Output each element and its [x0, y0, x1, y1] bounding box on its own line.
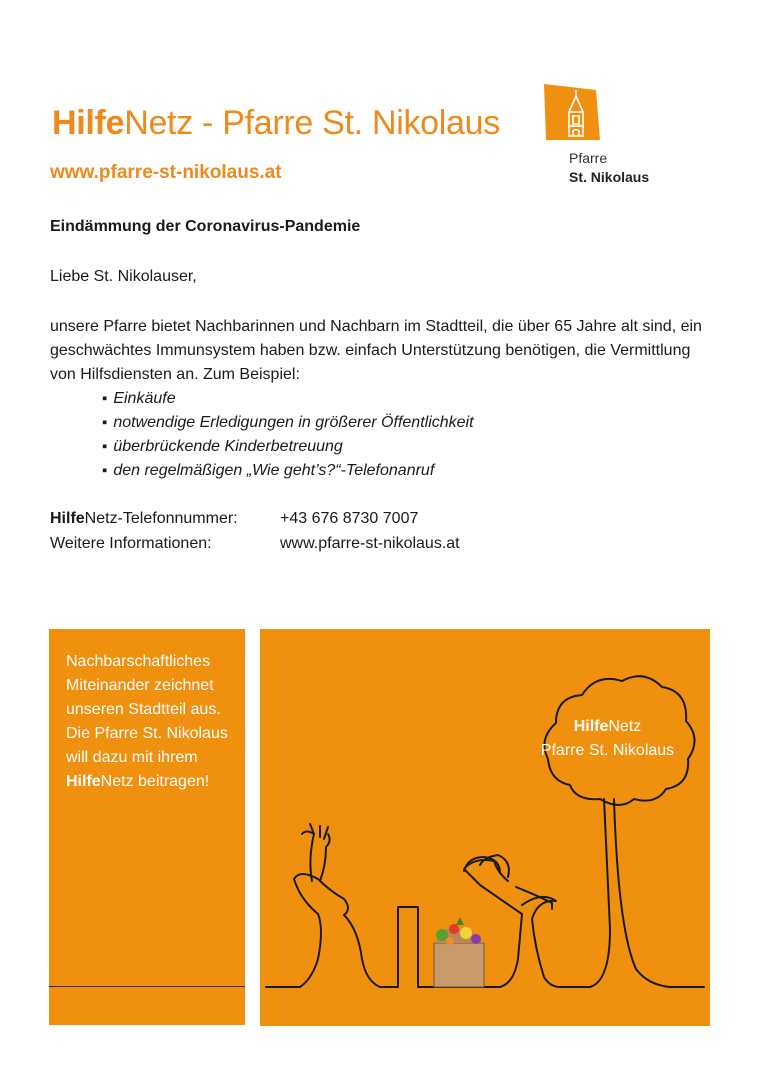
phone-label: HilfeNetz-Telefonnummer: [50, 510, 238, 527]
tree-label: HilfeNetz Pfarre St. Nikolaus [540, 718, 675, 759]
panel-text: Nachbarschaftliches Miteinander zeichnet unseren Stadtteil aus. Die Pfarre St. Nikolaus will dazu mit ihrem HilfeNetz beitragen! [66, 653, 228, 790]
list-item: ▪ Einkäufe [102, 387, 474, 411]
shopping-bag-icon [434, 917, 484, 987]
church-tower-icon [542, 82, 602, 144]
list-item: ▪ notwendige Erledigungen in größerer Öffentlichkeit [102, 411, 474, 435]
phone-row [50, 510, 418, 528]
title-bold: Hilfe [52, 104, 125, 142]
left-orange-panel [49, 629, 245, 1025]
logo-text-pfarre: Pfarre [569, 150, 608, 166]
greeting: Liebe St. Nikolauser, [50, 268, 197, 285]
info-row [50, 535, 460, 553]
list-item: ▪ den regelmäßigen „Wie geht’s?“-Telefonanruf [102, 459, 474, 483]
info-label: Weitere Informationen: [50, 535, 212, 552]
info-url-link[interactable]: www.pfarre-st-nikolaus.at [280, 535, 460, 552]
neighbourhood-illustration [260, 629, 710, 1026]
page-title [52, 104, 500, 143]
list-item: ▪ überbrückende Kinderbetreuung [102, 435, 474, 459]
divider [49, 986, 245, 987]
illustration-panel [260, 629, 710, 1026]
parish-logo [542, 82, 672, 192]
examples-list [102, 387, 474, 483]
phone-number[interactable]: +43 676 8730 7007 [280, 510, 419, 527]
title-rest: Netz - Pfarre St. Nikolaus [124, 104, 500, 142]
header-url-link[interactable]: www.pfarre-st-nikolaus.at [50, 162, 282, 183]
section-heading: Eindämmung der Coronavirus-Pandemie [50, 218, 361, 235]
logo-text-name: St. Nikolaus [569, 169, 650, 185]
intro-paragraph: unsere Pfarre bietet Nachbarinnen und Nachbarn im Stadtteil, die über 65 Jahre alt sind, ein geschwächtes Immunsystem haben bzw. einfach Unterstützung benötigen, die Vermittlung von Hilfsdiensten an. Zum Beispiel: [50, 318, 702, 383]
